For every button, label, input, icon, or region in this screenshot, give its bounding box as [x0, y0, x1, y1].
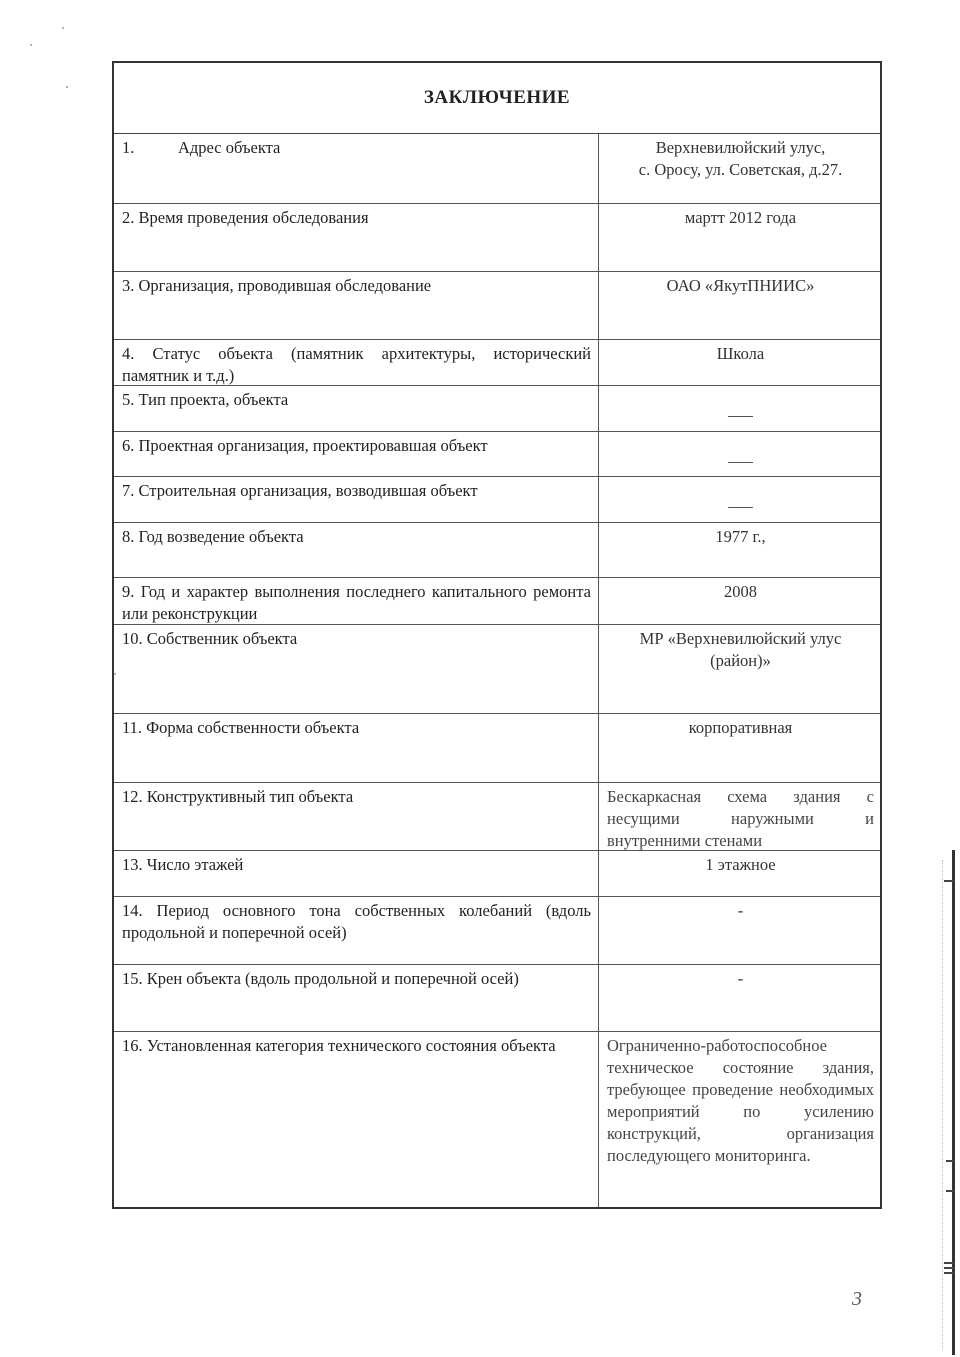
row-label: 15. Крен объекта (вдоль продольной и поперечной осей): [114, 965, 599, 1031]
table-row-construction-year: [114, 523, 880, 578]
row-value: Школа: [716, 344, 765, 363]
table-row-floors: [114, 851, 880, 897]
scan-edge-mark: [944, 1262, 954, 1264]
row-label: 7. Строительная организация, возводившая объект: [114, 477, 599, 522]
row-label: 14. Период основного тона собственных колебаний (вдоль продольной и поперечной осей): [114, 897, 599, 964]
empty-value-dash: ___: [728, 446, 753, 465]
row-value: 2008: [724, 582, 757, 601]
row-label: 16. Установленная категория технического состояния объекта: [114, 1032, 599, 1207]
scan-speck: [62, 27, 64, 29]
table-row-technical-condition: [114, 1032, 880, 1207]
row-label: 13. Число этажей: [114, 851, 599, 896]
table-row-object-status: [114, 340, 880, 386]
scan-speck: [114, 673, 116, 675]
empty-value-dash: ___: [728, 491, 753, 510]
row-value: [599, 625, 880, 713]
address-line-1: Верхневилюйский улус,: [655, 138, 826, 157]
table-row-survey-organization: [114, 272, 880, 340]
row-label: 10. Собственник объекта: [114, 625, 599, 713]
row-value: Бескаркасная схема здания с несущими наружными и внутренними стенами: [607, 787, 874, 850]
scan-edge-dots: [942, 860, 944, 1350]
row-label: 8. Год возведение объекта: [114, 523, 599, 577]
table-row-construction-organization: [114, 477, 880, 523]
row-value: Ограниченно-работоспособное техническое состояние здания, требующее проведение необходимых мероприятий по усилению конструкций, организация последующего мониторинга.: [607, 1036, 874, 1165]
row-value: мартт 2012 года: [684, 208, 797, 227]
row-value: ОАО «ЯкутПНИИС»: [666, 276, 815, 295]
scan-edge-mark: [946, 1160, 954, 1162]
table-row-structural-type: [114, 783, 880, 851]
table-row-survey-time: [114, 204, 880, 272]
row-label: 9. Год и характер выполнения последнего капитального ремонта или реконструкции: [114, 578, 599, 624]
row-value: -: [737, 969, 744, 988]
row-value: 1 этажное: [705, 855, 776, 874]
row-label-text: Адрес объекта: [178, 138, 281, 157]
conclusion-table: [112, 61, 882, 1209]
owner-line-1: МР «Верхневилюйский улус: [639, 629, 842, 648]
table-row-ownership-form: [114, 714, 880, 783]
row-label: 12. Конструктивный тип объекта: [114, 783, 599, 850]
table-row-tilt: [114, 965, 880, 1032]
row-label: 6. Проектная организация, проектировавшая объект: [114, 432, 599, 476]
table-row-last-repair: [114, 578, 880, 625]
table-row-oscillation-period: [114, 897, 880, 965]
document-title: ЗАКЛЮЧЕНИЕ: [114, 63, 880, 134]
row-value: [599, 386, 880, 431]
scan-speck: [66, 86, 68, 88]
row-label: 2. Время проведения обследования: [114, 204, 599, 271]
row-label: [114, 134, 599, 203]
row-number: 1.: [122, 138, 135, 157]
table-row-address: [114, 134, 880, 204]
table-row-design-organization: [114, 432, 880, 477]
owner-line-2: (район)»: [710, 651, 771, 670]
page-number: 3: [852, 1288, 862, 1310]
row-value: 1977 г.,: [715, 527, 766, 546]
scan-edge-mark: [944, 1272, 954, 1274]
scan-speck: [30, 44, 32, 46]
empty-value-dash: ___: [728, 400, 753, 419]
row-label: 3. Организация, проводившая обследование: [114, 272, 599, 339]
address-line-2: с. Оросу, ул. Советская, д.27.: [638, 160, 843, 179]
scan-edge-mark: [944, 880, 954, 882]
scan-edge-mark: [944, 1267, 954, 1269]
table-row-owner: [114, 625, 880, 714]
row-value: корпоративная: [688, 718, 793, 737]
row-value: [599, 134, 880, 203]
scan-edge-mark: [946, 1190, 954, 1192]
table-row-project-type: [114, 386, 880, 432]
row-value: [599, 477, 880, 522]
row-label: 4. Статус объекта (памятник архитектуры, исторический памятник и т.д.): [114, 340, 599, 385]
row-label: 11. Форма собственности объекта: [114, 714, 599, 782]
scan-edge-line: [952, 850, 955, 1355]
row-value: [599, 432, 880, 476]
row-label: 5. Тип проекта, объекта: [114, 386, 599, 431]
row-value: -: [737, 901, 744, 920]
